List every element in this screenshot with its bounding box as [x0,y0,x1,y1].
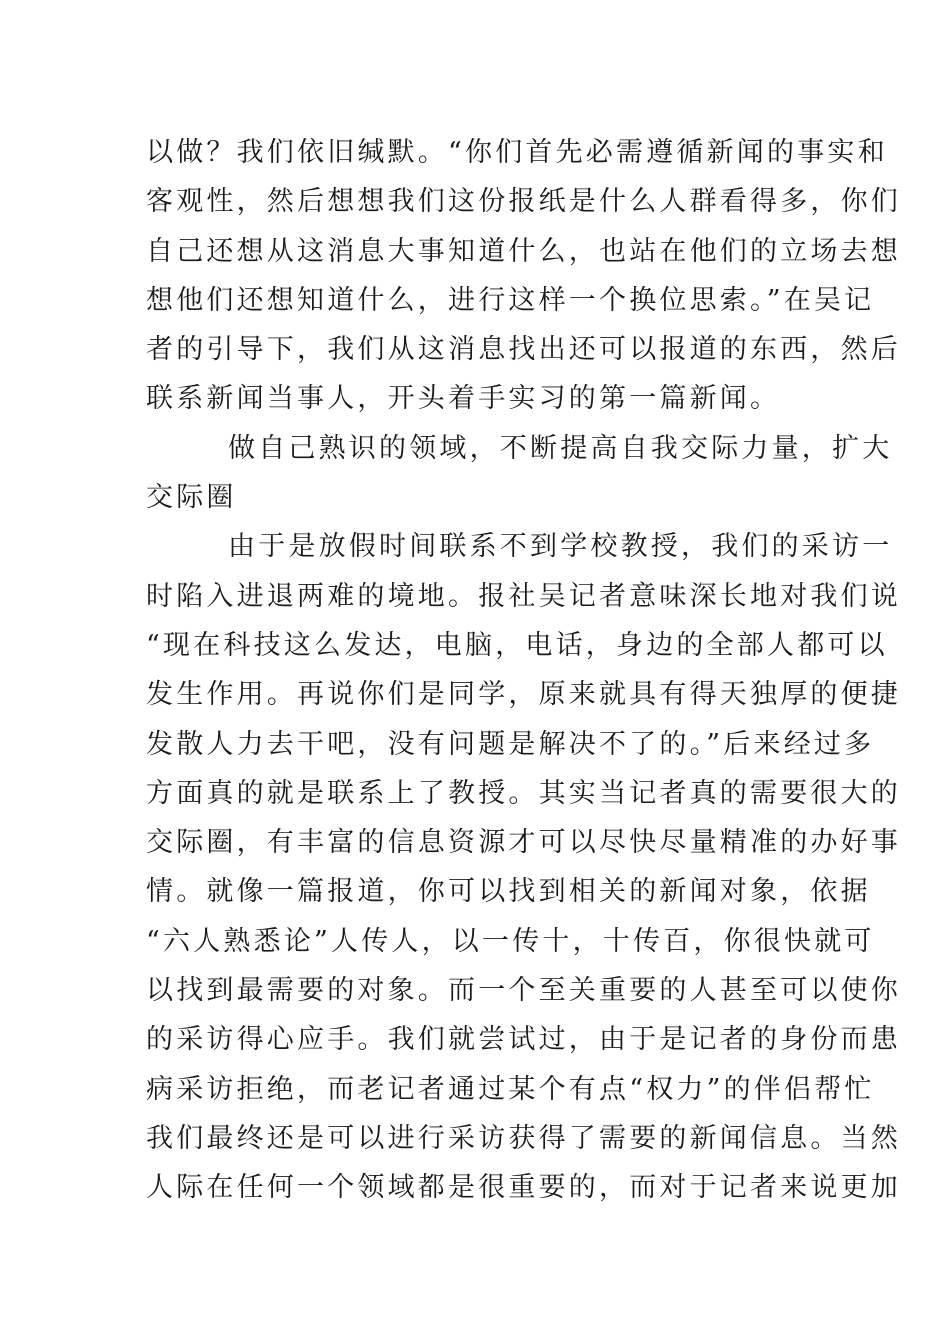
text-line: 自己还想从这消息大事知道什么，也站在他们的立场去想 [146,235,901,267]
text-line: “六人熟悉论”人传人，以一传十，十传百，你很快就可 [146,925,875,957]
text-line: 我们最终还是可以进行采访获得了需要的新闻信息。当然 [146,1122,901,1154]
text-line: 人际在任何一个领域都是很重要的，而对于记者来说更加 [146,1172,901,1204]
text-line: 的采访得心应手。我们就尝试过，由于是记者的身份而患 [146,1024,901,1056]
text-line: 客观性，然后想想我们这份报纸是什么人群看得多，你们 [146,186,901,218]
text-line: 者的引导下，我们从这消息找出还可以报道的东西，然后 [146,334,901,366]
text-line: 做自己熟识的领域，不断提高自我交际力量，扩大 [228,432,893,464]
text-line: 以找到最需要的对象。而一个至关重要的人甚至可以使你 [146,975,901,1007]
text-line: 想他们还想知道什么，进行这样一个换位思索。”在吴记 [146,284,875,316]
body-text [146,128,901,1213]
text-line: 发散人力去干吧，没有问题是解决不了的。”后来经过多 [146,728,875,760]
text-line: 交际圈 [146,482,237,514]
text-line: 方面真的就是联系上了教授。其实当记者真的需要很大的 [146,777,901,809]
text-line: 情。就像一篇报道，你可以找到相关的新闻对象，依据 [146,876,871,908]
text-line: “现在科技这么发达，电脑，电话，身边的全部人都可以 [146,629,888,661]
text-line: 时陷入进退两难的境地。报社吴记者意味深长地对我们说 [146,580,901,612]
text-line: 联系新闻当事人，开头着手实习的第一篇新闻。 [146,383,781,415]
text-line: 交际圈，有丰富的信息资源才可以尽快尽量精准的办好事 [146,827,901,859]
text-line: 由于是放假时间联系不到学校教授，我们的采访一 [228,531,893,563]
text-line: 发生作用。再说你们是同学，原来就具有得天独厚的便捷 [146,679,901,711]
text-line: 病采访拒绝，而老记者通过某个有点“权力”的伴侣帮忙 [146,1073,875,1105]
text-line: 以做？我们依旧缄默。“你们首先必需遵循新闻的事实和 [146,137,888,168]
